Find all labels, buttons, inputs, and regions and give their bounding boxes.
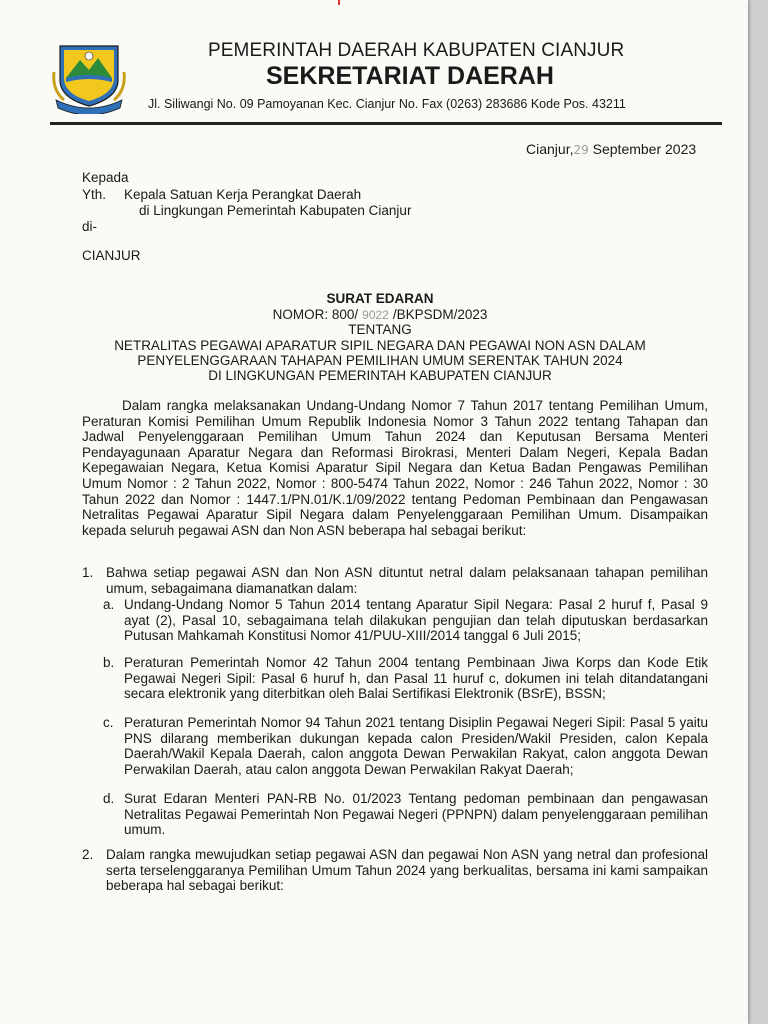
item-2-number: 2.	[82, 847, 94, 862]
item-1d-text: Surat Edaran Menteri PAN-RB No. 01/2023 Tentang pedoman pembinaan dan pengawasan Netralitas Pegawai Pemerintah Non Pegawai Negeri (PPNPN) dalam penyelenggaraan pemilihan umum.	[124, 791, 708, 838]
letterhead-office: SEKRETARIAT DAERAH	[266, 62, 554, 90]
date-city: Cianjur,	[526, 141, 574, 157]
recipient-line-2: di Lingkungan Pemerintah Kabupaten Cianjur	[139, 203, 412, 218]
item-1a-text: Undang-Undang Nomor 5 Tahun 2014 tentang Aparatur Sipil Negara: Pasal 2 huruf f, Pasal 9 ayat (2), Pasal 10, sebagaimana telah dilakukan pengujian dan telah diputuskan berdasarkan Putusan Mahkamah Konstitusi Nomor 41/PUU-XIII/2014 tanggal 6 Juli 2015;	[124, 597, 708, 644]
recipient-di: di-	[82, 219, 98, 234]
letterhead-divider	[50, 122, 722, 125]
recipient-line-1: Kepala Satuan Kerja Perangkat Daerah	[124, 187, 362, 202]
letter-number	[40, 307, 720, 322]
number-suffix: /BKPSDM/2023	[392, 307, 488, 322]
number-handwritten: 9022	[362, 308, 389, 322]
cianjur-regency-logo	[50, 42, 128, 114]
subject-line-3: DI LINGKUNGAN PEMERINTAH KABUPATEN CIANJUR	[208, 368, 552, 383]
item-1c-letter: c.	[103, 715, 114, 730]
letter-title: SURAT EDARAN	[326, 291, 434, 306]
intro-text: Dalam rangka melaksanakan Undang-Undang Nomor 7 Tahun 2017 tentang Pemilihan Umum, Peraturan Komisi Pemilihan Umum Republik Indonesia Nomor 3 Tahun 2022 tentang Tahapan dan Jadwal Penyelenggaraan Pemilihan Umum Tahun 2024 dan Keputusan Bersama Menteri Pendayagunaan Aparatur Negara dan Reformasi Birokrasi, Menteri Dalam Negeri, Kepala Badan Kepegawaian Negara, Ketua Komisi Aparatur Sipil Negara dan Ketua Badan Pengawas Pemilihan Umum Nomor : 2 Tahun 2022, Nomor : 800-5474 Tahun 2022, Nomor : 246 Tahun 2022, Nomor : 30 Tahun 2022 dan Nomor : 1447.1/PN.01/K.1/09/2022 tentang Pedoman Pembinaan dan Pengawasan Netralitas Pegawai Aparatur Sipil Negara dalam Penyelenggaraan Pemilihan Umum. Disampaikan kepada seluruh pegawai ASN dan Non ASN beberapa hal sebagai berikut:	[82, 398, 708, 538]
recipient-place: CIANJUR	[82, 248, 141, 263]
number-prefix: NOMOR: 800/	[272, 307, 359, 322]
item-2-text: Dalam rangka mewujudkan setiap pegawai ASN dan pegawai Non ASN yang netral dan profesional serta terselenggaranya Pemilihan Umum Tahun 2024 yang berkualitas, bersama ini kami sampaikan beberapa hal sebagai berikut:	[106, 847, 708, 894]
item-1c-text: Peraturan Pemerintah Nomor 94 Tahun 2021 tentang Disiplin Pegawai Negeri Sipil: Pasal 5 yaitu PNS dilarang memberikan dukungan kepada calon Presiden/Wakil Presiden, calon Kepala Daerah/Wakil Kepala Daerah, calon anggota Dewan Perwakilan Rakyat, calon anggota Dewan Perwakilan Daerah, atau calon anggota Dewan Perwakilan Rakyat Daerah;	[124, 715, 708, 777]
intro-paragraph	[82, 398, 708, 538]
letterhead-government: PEMERINTAH DAERAH KABUPATEN CIANJUR	[208, 40, 625, 61]
subject-line-2: PENYELENGGARAAN TAHAPAN PEMILIHAN UMUM SERENTAK TAHUN 2024	[137, 353, 623, 368]
scan-mark	[338, 0, 340, 5]
date-month-year: September 2023	[592, 141, 697, 157]
subject-line-1: NETRALITAS PEGAWAI APARATUR SIPIL NEGARA DAN PEGAWAI NON ASN DALAM	[114, 338, 646, 353]
letter-date	[526, 141, 696, 157]
item-1a-letter: a.	[103, 597, 115, 612]
letter-tentang: TENTANG	[348, 322, 412, 337]
item-1-number: 1.	[82, 565, 94, 580]
date-day-handwritten: 29	[573, 143, 589, 157]
item-1-text: Bahwa setiap pegawai ASN dan Non ASN dituntut netral dalam pelaksanaan tahapan pemilihan umum, sebagaimana diamanatkan dalam:	[106, 565, 708, 596]
recipient-kepada: Kepada	[82, 170, 129, 185]
recipient-yth: Yth.	[82, 187, 107, 202]
item-1b-letter: b.	[103, 655, 115, 670]
item-1b-text: Peraturan Pemerintah Nomor 42 Tahun 2004 tentang Pembinaan Jiwa Korps dan Kode Etik Pegawai Negeri Sipil: Pasal 6 huruf h, dan Pasal 11 huruf c, dokumen ini telah ditandatangani secara elektronik yang diterbitkan oleh Balai Sertifikasi Elektronik (BSrE), BSSN;	[124, 655, 708, 702]
letterhead-address: Jl. Siliwangi No. 09 Pamoyanan Kec. Cianjur No. Fax (0263) 283686 Kode Pos. 43211	[148, 97, 626, 111]
item-1d-letter: d.	[103, 791, 115, 806]
